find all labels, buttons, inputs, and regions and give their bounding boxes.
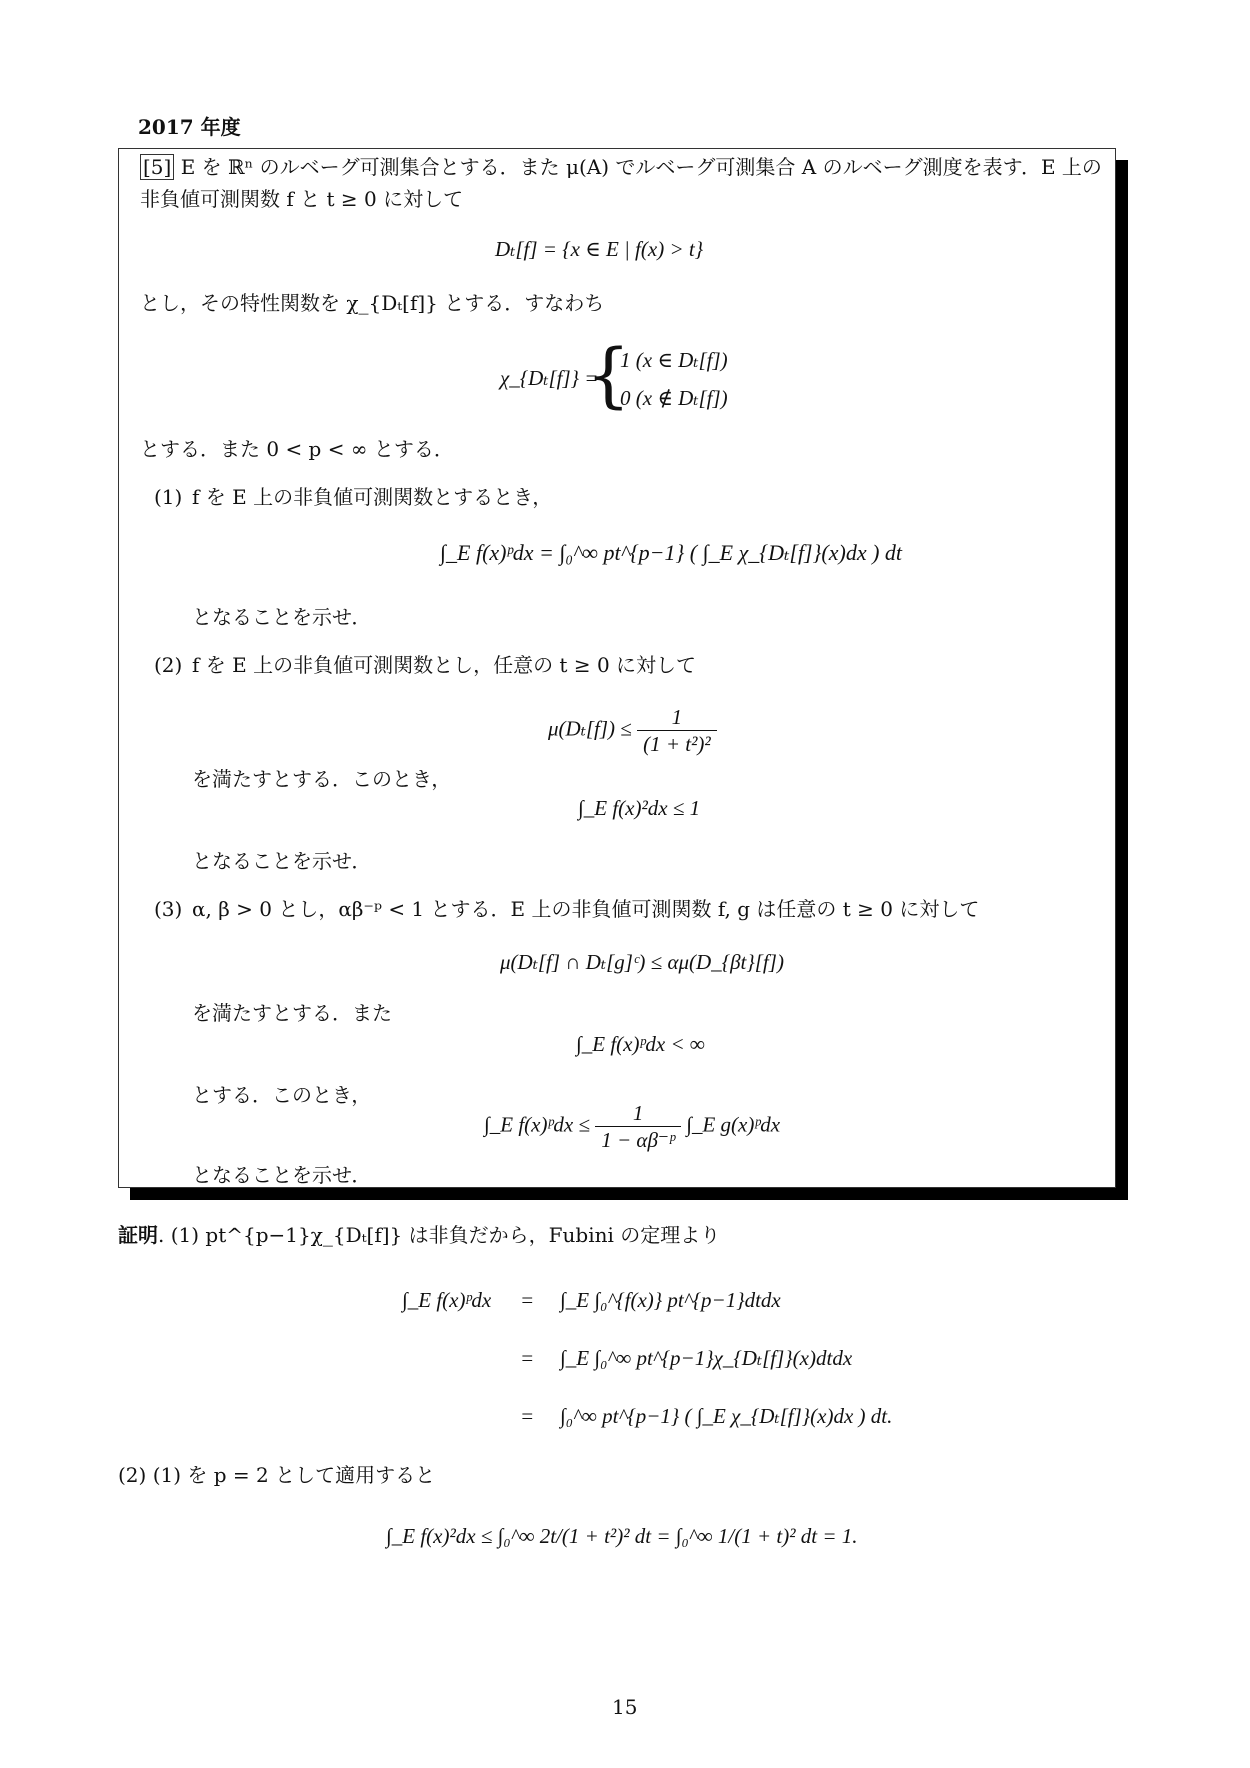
part2-label: (2) xyxy=(154,653,183,677)
part3-eq3-denominator: 1 − αβ⁻ᵖ xyxy=(601,1128,675,1152)
part3-eq3-numerator: 1 xyxy=(595,1100,681,1127)
proof-align-eq-2: = xyxy=(520,1346,535,1370)
chi-case-2: 0 (x ∉ Dₜ[f]) xyxy=(620,386,728,410)
proof-align-eq-1: = xyxy=(520,1288,535,1312)
problem-intro-text: E を ℝⁿ のルベーグ可測集合とする．また μ(A) でルベーグ可測集合 A のルベーグ測度を表す．E 上の xyxy=(180,155,1102,179)
proof-align-lhs: ∫_E f(x)ᵖdx xyxy=(402,1288,492,1312)
part2-satisfy: を満たすとする．このとき， xyxy=(192,767,452,791)
part1-equation: ∫_E f(x)ᵖdx = ∫₀^∞ pt^{p−1} ( ∫_E χ_{Dₜ[f]}(x)dx ) dt xyxy=(440,540,903,565)
part3-satisfy: を満たすとする．また xyxy=(192,1001,392,1025)
proof-final-equation: ∫_E f(x)²dx ≤ ∫₀^∞ 2t/(1 + t²)² dt = ∫₀^∞ 1/(1 + t)² dt = 1. xyxy=(386,1524,858,1548)
part2-text: f を E 上の非負値可測関数とし，任意の t ≥ 0 に対して xyxy=(192,653,697,677)
proof-label: 証明 xyxy=(118,1223,158,1247)
part3-text: α, β > 0 とし，αβ⁻ᵖ < 1 とする．E 上の非負値可測関数 f, g は任意の t ≥ 0 に対して xyxy=(192,897,980,921)
part3-conclusion: となることを示せ． xyxy=(192,1163,372,1187)
part3-eq3-lhs: ∫_E f(x)ᵖdx ≤ xyxy=(484,1112,591,1137)
def-dt-equation: Dₜ[f] = {x ∈ E | f(x) > t} xyxy=(495,237,704,261)
part3-equation-2: ∫_E f(x)ᵖdx < ∞ xyxy=(576,1032,705,1056)
proof-align-row-1: ∫_E ∫₀^{f(x)} pt^{p−1}dtdx xyxy=(560,1288,781,1312)
characteristic-text: とし，その特性関数を χ_{Dₜ[f]} とする．すなわち xyxy=(140,291,605,315)
part2-eq-numerator: 1 xyxy=(637,704,717,731)
part1-text: f を E 上の非負値可測関数とするとき， xyxy=(192,485,553,509)
p-condition-text: とする．また 0 < p < ∞ とする． xyxy=(140,437,454,461)
problem-number: [5] xyxy=(140,154,174,180)
part2-eq-fraction xyxy=(637,704,717,757)
problem-intro-line2: 非負値可測関数 f と t ≥ 0 に対して xyxy=(140,187,464,211)
brace-symbol: { xyxy=(586,334,631,416)
part2-equation xyxy=(548,704,717,757)
year-heading: 2017 年度 xyxy=(138,115,241,139)
problem-intro-line1 xyxy=(140,154,1102,180)
proof-part2-text: (2) (1) を p = 2 として適用すると xyxy=(118,1463,436,1487)
proof-part1-line xyxy=(118,1222,720,1248)
part2-equation-2: ∫_E f(x)²dx ≤ 1 xyxy=(578,796,701,820)
proof-align-row-2: ∫_E ∫₀^∞ pt^{p−1}χ_{Dₜ[f]}(x)dtdx xyxy=(560,1346,853,1370)
part3-label: (3) xyxy=(154,897,183,921)
part3-eq3-fraction xyxy=(595,1100,681,1153)
part1-conclusion: となることを示せ． xyxy=(192,605,372,629)
proof-align-eq-3: = xyxy=(520,1404,535,1428)
part3-equation-3 xyxy=(484,1100,780,1153)
part2-conclusion: となることを示せ． xyxy=(192,849,372,873)
page-number: 15 xyxy=(612,1695,638,1719)
part2-eq-lhs: μ(Dₜ[f]) ≤ xyxy=(548,716,632,741)
proof-align-row-3: ∫₀^∞ pt^{p−1} ( ∫_E χ_{Dₜ[f]}(x)dx ) dt. xyxy=(560,1404,893,1428)
part3-equation-1: μ(Dₜ[f] ∩ Dₜ[g]ᶜ) ≤ αμ(D_{βt}[f]) xyxy=(500,950,784,974)
chi-case-1: 1 (x ∈ Dₜ[f]) xyxy=(620,348,728,372)
part1-label: (1) xyxy=(154,485,183,509)
part3-eq3-rhs: ∫_E g(x)ᵖdx xyxy=(686,1112,781,1137)
proof-part1-text: . (1) pt^{p−1}χ_{Dₜ[f]} は非負だから，Fubini の定理より xyxy=(158,1223,721,1247)
chi-lhs: χ_{Dₜ[f]} = xyxy=(500,366,599,390)
part3-then: とする．このとき， xyxy=(192,1083,372,1107)
part2-eq-denominator: (1 + t²)² xyxy=(643,732,711,756)
